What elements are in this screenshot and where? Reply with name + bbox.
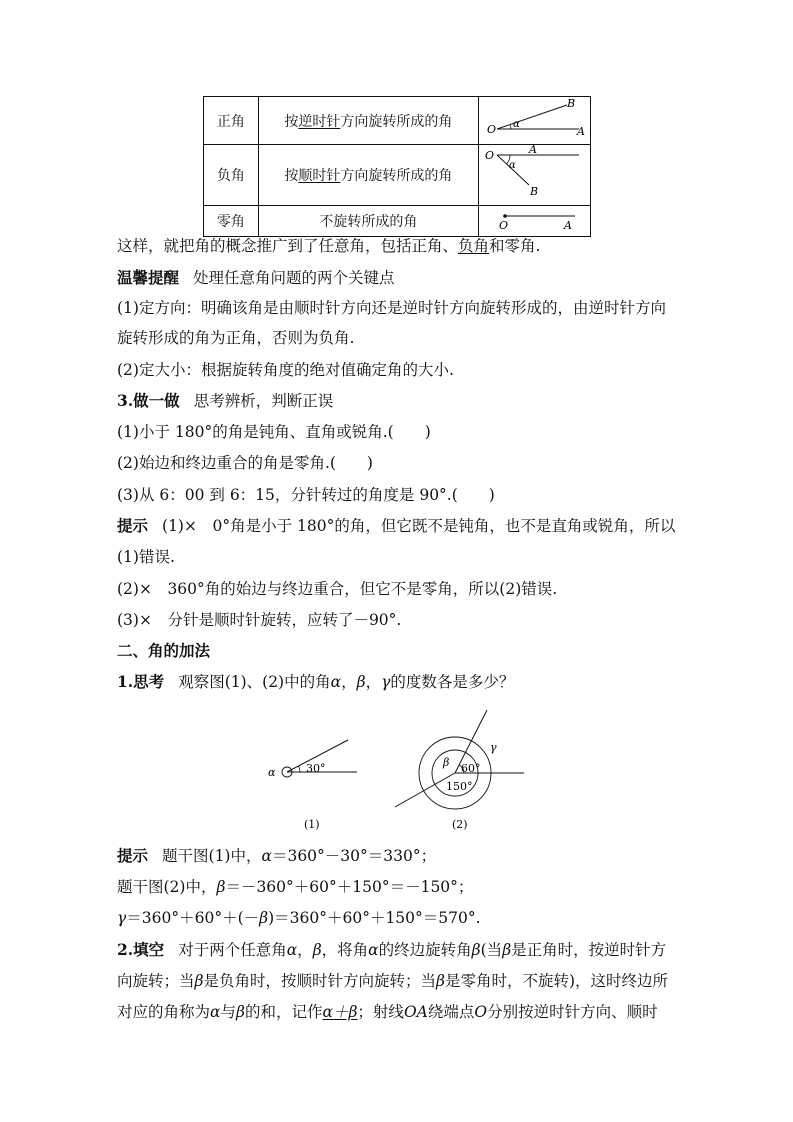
table-row-positive-angle [204,97,591,145]
text-line: (3)× 分针是顺时针旋转，应转了－90°. [117,611,402,629]
hint-label: 提示 [117,516,149,535]
math-alpha: α [210,1003,221,1021]
label-o: O [486,123,497,136]
text-segment: )＝360°＋60°＋150°＝570°. [268,909,481,927]
text-line: (1)定方向：明确该角是由顺时针方向还是逆时针方向旋转形成的，由逆时针方向 [117,299,666,317]
fig1-angle: 30° [306,762,326,775]
text-segment: 是零角时，不旋转)，这时终边所 [444,972,669,990]
table-row-negative-angle [204,145,591,206]
negative-angle-figure [478,145,590,206]
math-alpha: α [261,847,272,865]
zero-angle-diagram [479,206,590,236]
think-heading [117,672,514,692]
text-segment: 处理任意角问题的两个关键点 [193,269,395,287]
text-segment: 观察图(1)、(2)中的角 [178,673,331,691]
angle-types-table [203,96,591,237]
label-b: B [566,97,576,110]
text-line: (2)定大小：根据旋转角度的绝对值确定角的大小. [117,361,454,379]
desc-pre: 按 [284,168,299,184]
text-segment: ＝360°－30°＝330°； [271,847,437,865]
text-segment: ， [365,673,382,691]
math-beta: β [356,673,366,691]
text-line: 旋转形成的角为正角，否则为负角. [117,329,355,347]
desc-pre: 按 [284,113,299,130]
fill-heading [117,940,666,960]
text-segment: 对应的角称为 [117,1003,211,1021]
math-point-o: O [474,1003,488,1021]
text-segment: 是正角时，按逆时针方 [511,941,667,959]
figure-2 [395,710,524,831]
math-beta: β [436,972,445,990]
label-a: A [563,219,572,232]
think-label: 1.思考 [117,672,165,691]
desc-underlined: 逆时针 [298,113,341,130]
label-alpha: α [508,160,516,171]
text-line [117,1002,658,1022]
math-alpha: α [286,941,298,959]
text-line: (3)从 6：00 到 6：15，分针转过的角度是 90°.( ) [117,486,495,504]
row-description [258,145,478,206]
fig2-beta: β [443,756,450,769]
text-segment: 是负角时，按顺时针方向旋转；当 [203,972,436,990]
hint-line [117,846,436,866]
math-gamma: γ [117,909,127,927]
fig2-angle2: 150° [446,780,473,793]
label-b: B [529,185,539,198]
text-segment: ；射线 [357,1003,404,1021]
exercise-heading [117,391,333,411]
text-segment: 分别按逆时针方向、顺时 [487,1003,658,1021]
text-segment: ＝－360°＋60°＋150°＝－150°； [225,878,474,896]
fig2-gamma: γ [490,741,497,754]
tip-heading [117,268,395,288]
math-beta: β [312,941,322,959]
label-alpha: α [512,119,520,130]
math-beta: β [471,941,481,959]
fig2-angle1: 60° [461,762,481,775]
text-line [117,236,540,256]
positive-angle-diagram [479,97,590,144]
label-o: O [498,219,509,232]
math-beta: β [194,972,204,990]
text-segment: 的和，记作 [244,1003,323,1021]
row-name: 零角 [204,206,259,237]
figures-svg [262,705,532,835]
text-segment: 和零角. [489,237,541,255]
row-name: 负角 [204,145,259,206]
section-heading: 二、角的加法 [117,641,211,660]
text-segment: ，将角 [321,941,369,959]
desc-underlined: 顺时针 [298,168,341,184]
text-segment: (1)× 0°角是小于 180°的角，但它既不是钝角，也不是直角或锐角，所以 [162,517,676,535]
fig2-caption: (2) [452,818,468,831]
text-line [117,971,668,991]
math-beta: β [502,941,512,959]
text-line [117,908,481,928]
desc-pre: 不旋转所成的角 [319,214,418,230]
text-segment: 的终边旋转角 [378,941,472,959]
exercise-label: 3.做一做 [117,391,180,410]
text-segment: 与 [220,1003,236,1021]
text-segment: 的度数各是多少？ [390,673,515,691]
math-alpha: α [368,941,379,959]
row-description [258,206,478,237]
text-segment: 这样，就把角的概念推广到了任意角，包括正角、 [117,237,459,255]
row-description [258,97,478,145]
math-beta: β [259,909,269,927]
math-alpha: α [330,673,342,691]
text-segment: 绕端点 [427,1003,475,1021]
math-ray-oa: OA [403,1003,428,1021]
underlined-term: 负角 [458,237,490,255]
figure-1 [268,740,357,831]
fig1-alpha: α [268,766,276,779]
math-beta: β [216,878,226,896]
label-o: O [484,149,495,162]
fig1-caption: (1) [304,818,320,831]
desc-post: 方向旋转所成的角 [340,113,453,130]
negative-angle-diagram [479,145,590,205]
math-gamma: γ [381,673,391,691]
math-beta: β [236,1003,245,1021]
hint-label: 提示 [117,846,149,865]
text-line: (2)始边和终边重合的角是零角.( ) [117,454,373,472]
positive-angle-figure [478,97,590,145]
text-segment: 对于两个任意角 [178,941,287,959]
table-row-zero-angle [204,206,591,237]
text-line: (1)小于 180°的角是钝角、直角或锐角.( ) [117,423,431,441]
desc-post: 方向旋转所成的角 [340,168,453,184]
zero-angle-figure [478,206,590,237]
label-a: A [576,125,585,138]
angle-figures [262,705,532,839]
fill-label: 2.填空 [117,940,165,959]
text-segment: ＝360°＋60°＋(－ [126,909,260,927]
text-segment: ， [341,673,357,691]
hint-line [117,516,675,536]
text-line: (1)错误. [117,548,175,566]
text-segment: 题干图(2)中， [117,878,217,896]
underlined-answer: α＋β [322,1003,358,1021]
text-segment: 思考辨析，判断正误 [193,392,334,410]
text-line [117,877,473,897]
text-segment: 题干图(1)中， [162,847,262,865]
text-segment: ， [297,941,313,959]
label-a: A [528,145,537,156]
text-segment: 向旋转；当 [117,972,195,990]
tip-label: 温馨提醒 [117,268,180,287]
text-segment: (当 [480,941,503,959]
row-name: 正角 [204,97,259,145]
text-line: (2)× 360°角的始边与终边重合，但它不是零角，所以(2)错误. [117,580,558,598]
